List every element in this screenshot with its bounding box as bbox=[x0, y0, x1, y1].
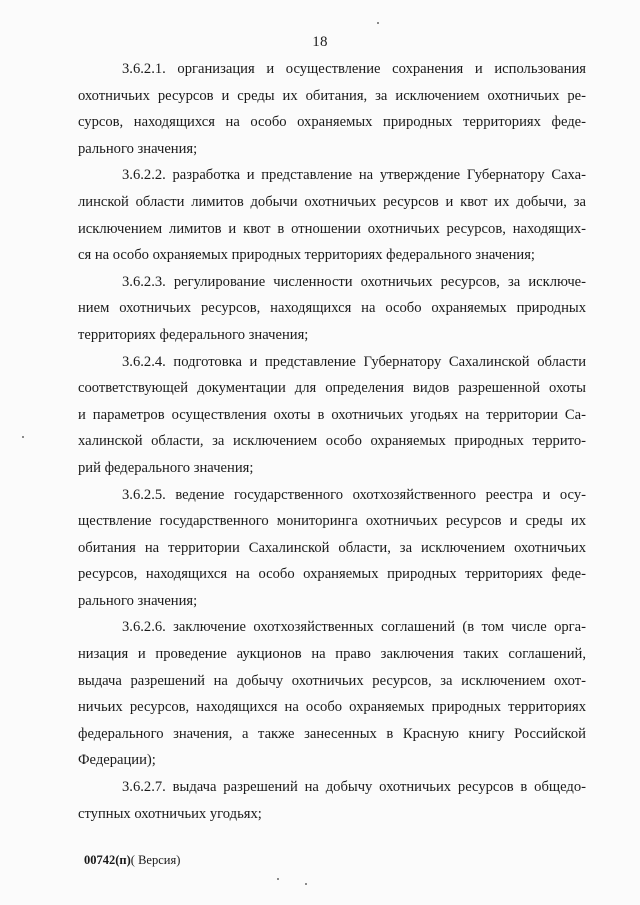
clause-line: нием охотничьих ресурсов, находящихся на особо охраняемых природных bbox=[78, 300, 586, 317]
clause-line: рального значения; bbox=[78, 592, 198, 609]
clause-line: 3.6.2.4. подготовка и представление Губернатору Сахалинской области bbox=[122, 353, 586, 370]
clause-line: 3.6.2.3. регулирование численности охотничьих ресурсов, за исключе- bbox=[122, 273, 586, 290]
clause-line: сурсов, находящихся на особо охраняемых природных территориях феде- bbox=[78, 114, 586, 131]
clause-line: 3.6.2.1. организация и осуществление сохранения и использования bbox=[122, 61, 586, 77]
clause-line: 3.6.2.2. разработка и представление на утверждение Губернатору Саха- bbox=[122, 167, 586, 184]
clause-3-6-2-2 bbox=[78, 162, 586, 268]
page-number: 18 bbox=[312, 34, 328, 50]
clause-line: федерального значения, а также занесенных в Красную книгу Российской bbox=[78, 725, 586, 742]
clause-line: ступных охотничьих угодьях; bbox=[78, 805, 262, 822]
document-footer bbox=[84, 853, 180, 868]
scan-speck bbox=[305, 883, 307, 885]
clause-line: исключением лимитов и квот в отношении охотничьих ресурсов, находящих- bbox=[78, 220, 586, 237]
clause-line: и параметров осуществления охоты в охотничьих угодьях на территории Са- bbox=[78, 406, 586, 423]
clause-line: линской области лимитов добычи охотничьих ресурсов и квот их добычи, за bbox=[78, 193, 586, 210]
clause-line: охотничьих ресурсов и среды их обитания, за исключением охотничьих ре- bbox=[78, 87, 586, 104]
clause-line: ществление государственного мониторинга охотничьих ресурсов и среды их bbox=[78, 513, 586, 530]
document-code: 00742(п) bbox=[84, 853, 131, 867]
document-version: ( Версия) bbox=[130, 853, 181, 867]
clause-line: 3.6.2.7. выдача разрешений на добычу охотничьих ресурсов в общедо- bbox=[122, 779, 586, 796]
clause-3-6-2-4 bbox=[78, 349, 586, 482]
clause-line: ресурсов, находящихся на особо охраняемых природных территориях феде- bbox=[78, 566, 586, 583]
clause-line: соответствующей документации для определения видов разрешенной охоты bbox=[78, 380, 586, 397]
clause-line: рий федерального значения; bbox=[78, 459, 254, 476]
clause-3-6-2-3 bbox=[78, 269, 586, 349]
clause-3-6-2-6 bbox=[78, 614, 586, 774]
clause-line: халинской области, за исключением особо охраняемых природных террито- bbox=[78, 433, 586, 450]
clause-line: рального значения; bbox=[78, 140, 198, 157]
document-body bbox=[78, 56, 586, 827]
clause-line: ся на особо охраняемых природных территориях федерального значения; bbox=[78, 247, 535, 264]
scan-speck bbox=[277, 878, 279, 880]
scan-speck bbox=[22, 436, 24, 438]
clause-line: 3.6.2.5. ведение государственного охотхозяйственного реестра и осу- bbox=[122, 486, 586, 503]
clause-line: ничьих ресурсов, находящихся на особо охраняемых природных территориях bbox=[78, 699, 586, 716]
clause-3-6-2-7 bbox=[78, 774, 586, 827]
clause-3-6-2-5 bbox=[78, 482, 586, 615]
scan-speck bbox=[377, 22, 379, 24]
clause-line: низация и проведение аукционов на право заключения таких соглашений, bbox=[78, 646, 586, 663]
clause-line: обитания на территории Сахалинской области, за исключением охотничьих bbox=[78, 539, 586, 556]
clause-line: территориях федерального значения; bbox=[78, 326, 309, 343]
clause-3-6-2-1 bbox=[78, 56, 586, 162]
clause-line: Федерации); bbox=[78, 752, 156, 769]
clause-line: 3.6.2.6. заключение охотхозяйственных соглашений (в том числе орга- bbox=[122, 619, 586, 636]
clause-line: выдача разрешений на добычу охотничьих ресурсов, за исключением охот- bbox=[78, 672, 586, 689]
